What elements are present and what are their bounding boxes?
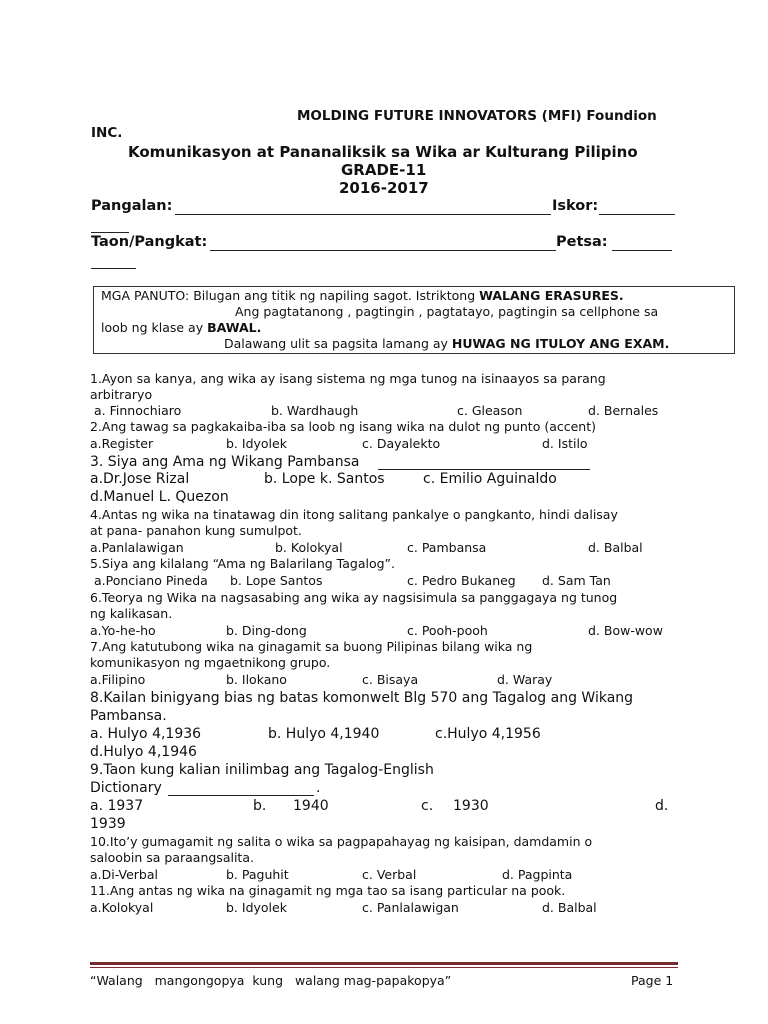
q8-option-b[interactable]: b. Hulyo 4,1940 <box>268 726 380 742</box>
question-1-text: 1.Ayon sa kanya, ang wika ay isang sistema ng mga tunog na isinaayos sa parang <box>90 371 606 386</box>
section-label: Taon/Pangkat: <box>91 234 208 250</box>
q7-option-b[interactable]: b. Ilokano <box>226 672 287 687</box>
q3-option-c[interactable]: c. Emilio Aguinaldo <box>423 471 557 487</box>
footer-quote: “Walang mangongopya kung walang mag-papakopya” <box>90 973 452 988</box>
q6-option-a[interactable]: a.Yo-he-ho <box>90 623 156 638</box>
q3-option-b[interactable]: b. Lope k. Santos <box>264 471 385 487</box>
question-1-text-cont: arbitraryo <box>90 387 153 402</box>
name-field-line[interactable] <box>175 214 551 215</box>
question-4-text-cont: at pana- panahon kung sumulpot. <box>90 523 302 538</box>
q4-option-a[interactable]: a.Panlalawigan <box>90 540 184 555</box>
date-field-line[interactable] <box>612 250 672 251</box>
q11-option-c[interactable]: c. Panlalawigan <box>362 900 459 915</box>
q2-option-a[interactable]: a.Register <box>90 436 154 451</box>
q11-option-b[interactable]: b. Idyolek <box>226 900 287 915</box>
q6-option-b[interactable]: b. Ding-dong <box>226 623 307 638</box>
q10-option-d[interactable]: d. Pagpinta <box>502 867 573 882</box>
q5-option-d[interactable]: d. Sam Tan <box>542 573 611 588</box>
footer-rule-thick <box>90 962 678 965</box>
q8-option-d[interactable]: d.Hulyo 4,1946 <box>90 744 197 760</box>
question-9-text: 9.Taon kung kalian inilimbag ang Tagalog-English <box>90 762 434 778</box>
subject-title: Komunikasyon at Pananaliksik sa Wika ar Kulturang Pilipino <box>128 143 638 161</box>
q1-option-d[interactable]: d. Bernales <box>588 403 659 418</box>
question-7-text-cont: komunikasyon ng mgaetnikong grupo. <box>90 655 331 670</box>
q3-answer-line[interactable] <box>378 469 590 470</box>
q7-option-c[interactable]: c. Bisaya <box>362 672 419 687</box>
question-5-text: 5.Siya ang kilalang “Ama ng Balarilang Tagalog”. <box>90 556 395 571</box>
q11-option-d[interactable]: d. Balbal <box>542 900 597 915</box>
question-10-text: 10.Ito’y gumagamit ng salita o wika sa pagpapahayag ng kaisipan, damdamin o <box>90 834 593 849</box>
q9-option-b-letter[interactable]: b. <box>253 798 267 814</box>
q9-period: . <box>316 780 321 796</box>
question-8-text-cont: Pambansa. <box>90 708 167 724</box>
q9-option-c-letter[interactable]: c. <box>421 798 434 814</box>
q5-option-c[interactable]: c. Pedro Bukaneg <box>407 573 516 588</box>
q2-option-b[interactable]: b. Idyolek <box>226 436 287 451</box>
q6-option-c[interactable]: c. Pooh-pooh <box>407 623 488 638</box>
q11-option-a[interactable]: a.Kolokyal <box>90 900 154 915</box>
q7-option-d[interactable]: d. Waray <box>497 672 553 687</box>
q9-option-a[interactable]: a. 1937 <box>90 798 144 814</box>
org-name-line1: MOLDING FUTURE INNOVATORS (MFI) Foundion <box>297 108 657 124</box>
instructions-line1: MGA PANUTO: Bilugan ang titik ng napiling sagot. Istriktong WALANG ERASURES. <box>101 288 624 303</box>
q8-option-a[interactable]: a. Hulyo 4,1936 <box>90 726 202 742</box>
question-11-text: 11.Ang antas ng wika na ginagamit ng mga tao sa isang particular na pook. <box>90 883 566 898</box>
instructions-box <box>93 286 735 354</box>
q9-answer-line[interactable] <box>168 795 314 796</box>
q4-option-c[interactable]: c. Pambansa <box>407 540 487 555</box>
q9-option-c-value[interactable]: 1930 <box>453 798 489 814</box>
q10-option-a[interactable]: a.Di-Verbal <box>90 867 158 882</box>
score-field-line[interactable] <box>599 214 675 215</box>
q9-option-d-value[interactable]: 1939 <box>90 816 126 832</box>
score-field-line-wrap <box>91 232 129 233</box>
q4-option-b[interactable]: b. Kolokyal <box>275 540 343 555</box>
question-3-text: 3. Siya ang Ama ng Wikang Pambansa <box>90 454 360 470</box>
q9-option-d-letter[interactable]: d. <box>655 798 669 814</box>
q8-option-c[interactable]: c.Hulyo 4,1956 <box>435 726 541 742</box>
name-label: Pangalan: <box>91 198 173 214</box>
question-7-text: 7.Ang katutubong wika na ginagamit sa buong Pilipinas bilang wika ng <box>90 639 533 654</box>
question-2-text: 2.Ang tawag sa pagkakaiba-iba sa loob ng isang wika na dulot ng punto (accent) <box>90 419 596 434</box>
q2-option-d[interactable]: d. Istilo <box>542 436 588 451</box>
footer-rule-thin <box>90 967 678 968</box>
q10-option-c[interactable]: c. Verbal <box>362 867 417 882</box>
date-field-line-wrap <box>91 268 136 269</box>
q5-option-a[interactable]: a.Ponciano Pineda <box>94 573 208 588</box>
q6-option-d[interactable]: d. Bow-wow <box>588 623 663 638</box>
q5-option-b[interactable]: b. Lope Santos <box>230 573 323 588</box>
q9-option-b-value[interactable]: 1940 <box>293 798 329 814</box>
q7-option-a[interactable]: a.Filipino <box>90 672 146 687</box>
instructions-line4: Dalawang ulit sa pagsita lamang ay HUWAG NG ITULOY ANG EXAM. <box>224 336 670 351</box>
q3-option-d[interactable]: d.Manuel L. Quezon <box>90 489 229 505</box>
question-9-text-cont: Dictionary <box>90 780 162 796</box>
school-year: 2016-2017 <box>339 179 429 197</box>
question-6-text: 6.Teorya ng Wika na nagsasabing ang wika ay nagsisimula sa panggagaya ng tunog <box>90 590 618 605</box>
grade-label: GRADE-11 <box>341 161 427 179</box>
instructions-line2: Ang pagtatanong , pagtingin , pagtatayo, pagtingin sa cellphone sa <box>235 304 659 319</box>
q3-option-a[interactable]: a.Dr.Jose Rizal <box>90 471 190 487</box>
q1-option-a[interactable]: a. Finnochiaro <box>94 403 182 418</box>
q10-option-b[interactable]: b. Paguhit <box>226 867 289 882</box>
q4-option-d[interactable]: d. Balbal <box>588 540 643 555</box>
section-field-line[interactable] <box>210 250 556 251</box>
question-4-text: 4.Antas ng wika na tinatawag din itong salitang pankalye o pangkanto, hindi dalisay <box>90 507 618 522</box>
question-8-text: 8.Kailan binigyang bias ng batas komonwelt Blg 570 ang Tagalog ang Wikang <box>90 690 634 706</box>
question-10-text-cont: saloobin sa paraangsalita. <box>90 850 254 865</box>
date-label: Petsa: <box>556 234 608 250</box>
org-name-line2: INC. <box>91 125 123 141</box>
score-label: Iskor: <box>552 198 599 214</box>
q1-option-b[interactable]: b. Wardhaugh <box>271 403 359 418</box>
page-number: Page 1 <box>631 973 674 988</box>
q2-option-c[interactable]: c. Dayalekto <box>362 436 441 451</box>
instructions-line3: loob ng klase ay BAWAL. <box>101 320 262 335</box>
q1-option-c[interactable]: c. Gleason <box>457 403 523 418</box>
question-6-text-cont: ng kalikasan. <box>90 606 173 621</box>
